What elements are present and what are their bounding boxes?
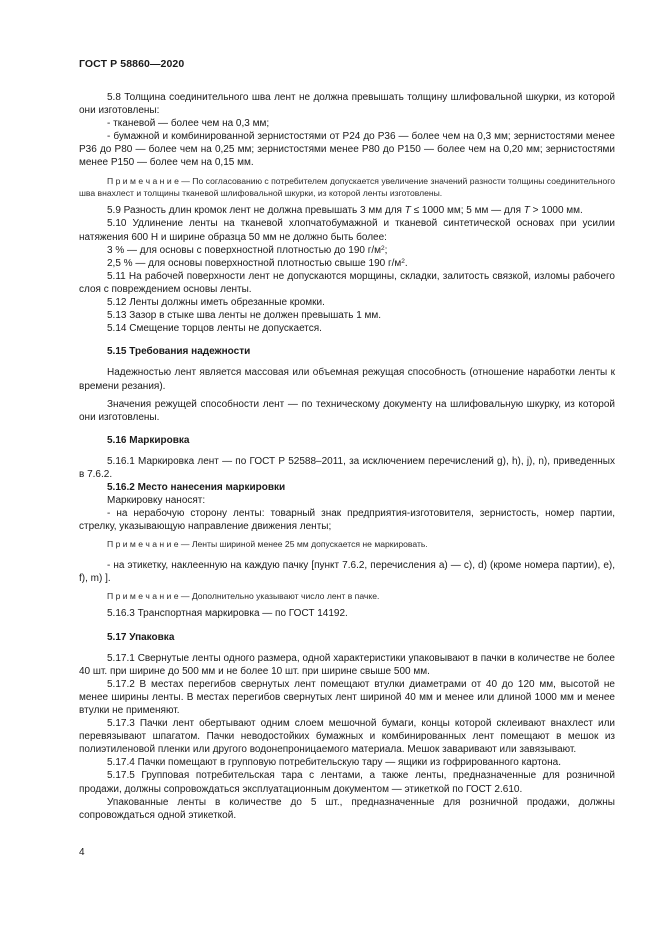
clause-5-16-2-intro: Маркировку наносят: bbox=[107, 495, 206, 507]
clause-5-9-part-c: > 1000 мм. bbox=[529, 205, 583, 217]
clause-5-8-item-fabric: - тканевой — более чем на 0,3 мм; bbox=[107, 118, 270, 130]
clause-5-9-part-b: ≤ 1000 мм; 5 мм — для bbox=[410, 205, 524, 217]
clause-5-17-1: 5.17.1 Свернутые ленты одного размера, одной характеристики упаковывают в пачки в количестве не более 40 шт. при ширине до 500 мм и не более 10 шт. при ширине свыше 500 мм. bbox=[79, 652, 615, 677]
note-5-16-b bbox=[79, 590, 615, 602]
heading-5-15: 5.15 Требования надежности bbox=[107, 346, 251, 358]
note-5-8 bbox=[79, 175, 615, 200]
clause-5-17-4: 5.17.4 Пачки помещают в групповую потребительскую тару — ящики из гофрированного картона. bbox=[107, 757, 561, 769]
document-code-header: ГОСТ Р 58860—2020 bbox=[79, 58, 185, 70]
punct: . bbox=[404, 257, 408, 269]
note-5-8-text: — По согласованию с потребителем допускается увеличение значений разности толщины соединительного шва внахлест и толщины тканевой шлифовальной шкурки, из которой ленты изготовлены. bbox=[79, 175, 615, 198]
punct: ; bbox=[384, 244, 388, 256]
clause-5-9-part-a: 5.9 Разность длин кромок лент не должна превышать 3 мм для bbox=[107, 205, 405, 217]
note-label: П р и м е ч а н и е bbox=[107, 591, 179, 602]
clause-5-13: 5.13 Зазор в стыке шва ленты не должен превышать 1 мм. bbox=[107, 310, 382, 322]
clause-5-10: 5.10 Удлинение ленты на тканевой хлопчатобумажной и тканевой синтетической основах при усилии натяжения 600 Н и ширине образца 50 мм не должно быть более: bbox=[79, 218, 615, 243]
clause-5-14: 5.14 Смещение торцов ленты не допускается. bbox=[107, 323, 322, 335]
clause-5-15-p1: Надежностью лент является массовая или объемная режущая способность (отношение наработки ленты к времени резания). bbox=[79, 367, 615, 392]
clause-5-16-2-item-1: - на нерабочую сторону ленты: товарный знак предприятия-изготовителя, зернистость, номер партии, стрелку, указывающую направление движения ленты; bbox=[79, 508, 615, 533]
clause-5-10-item-2-text: 2,5 % — для основы поверхностной плотностью свыше 190 г/м bbox=[107, 257, 402, 269]
clause-5-12: 5.12 Ленты должны иметь обрезанные кромки. bbox=[107, 297, 325, 309]
heading-5-16-2: 5.16.2 Место нанесения маркировки bbox=[107, 482, 286, 494]
clause-5-10-item-1-text: 3 % — для основы с поверхностной плотностью до 190 г/м bbox=[107, 244, 382, 256]
clause-5-10-item-1 bbox=[79, 244, 615, 257]
heading-5-16: 5.16 Маркировка bbox=[107, 434, 190, 446]
note-5-16-a-text: — Ленты шириной менее 25 мм допускается не маркировать. bbox=[178, 539, 428, 550]
clause-5-17-5-extra: Упакованные ленты в количестве до 5 шт., предназначенные для розничной продажи, должны сопровождаться одной этикеткой. bbox=[79, 796, 615, 821]
clause-5-8: 5.8 Толщина соединительного шва лент не должна превышать толщину шлифовальной шкурки, из которой они изготовлены: bbox=[79, 92, 615, 117]
clause-5-17-2: 5.17.2 В местах перегибов свернутых лент помещают втулки диаметрами от 40 до 120 мм, высотой не менее ширины ленты. В местах перегибов свернутых лент шириной 40 мм и менее или длиной 1000 мм и менее втулки не применяют. bbox=[79, 678, 615, 716]
variable-t: T bbox=[523, 205, 530, 217]
page-number: 4 bbox=[79, 847, 85, 858]
clause-5-15-p2: Значения режущей способности лент — по техническому документу на шлифовальную шкурку, из которой они изготовлены. bbox=[79, 398, 615, 423]
clause-5-16-1: 5.16.1 Маркировка лент — по ГОСТ Р 52588–2011, за исключением перечислений g), h), j), n), приведенных в 7.6.2. bbox=[79, 455, 615, 480]
page-body bbox=[79, 91, 615, 822]
note-5-16-a bbox=[79, 538, 615, 550]
variable-t: T bbox=[404, 205, 411, 217]
clause-5-10-item-2 bbox=[79, 257, 615, 270]
clause-5-9 bbox=[79, 204, 615, 217]
clause-5-8-item-paper: - бумажной и комбинированной зернистостями от Р24 до Р36 — более чем на 0,3 мм; зернистостями менее Р36 до Р80 — более чем на 0,25 мм; зернистостями менее Р80 до Р150 — более чем на 0,20 мм; зернистостями менее Р150 — более чем на 0,15 мм. bbox=[79, 131, 615, 169]
clause-5-17-3: 5.17.3 Пачки лент обертывают одним слоем мешочной бумаги, концы которой склеивают внахлест или перевязывают шпагатом. Пачки неводостойких бумажных и комбинированных лент помещают в мешок из полиэтиленовой пленки или другого водонепроницаемого материала. Мешок заваривают или завязывают. bbox=[79, 718, 615, 756]
clause-5-11: 5.11 На рабочей поверхности лент не допускаются морщины, складки, залитость связкой, изломы рабочего слоя с повреждением основы ленты. bbox=[79, 270, 615, 295]
note-label: П р и м е ч а н и е bbox=[107, 539, 179, 550]
note-5-16-b-text: — Дополнительно указывают число лент в пачке. bbox=[178, 591, 380, 602]
clause-5-16-3: 5.16.3 Транспортная маркировка — по ГОСТ 14192. bbox=[107, 608, 348, 620]
clause-5-17-5: 5.17.5 Групповая потребительская тара с лентами, а также ленты, предназначенные для розничной продажи, должны сопровождаться эксплуатационным документом — этикеткой по ГОСТ 2.610. bbox=[79, 770, 615, 795]
superscript: 2 bbox=[401, 257, 405, 265]
superscript: 2 bbox=[381, 244, 385, 252]
clause-5-16-2-item-2: - на этикетку, наклеенную на каждую пачку [пункт 7.6.2, перечисления a) — c), d) (кроме номера партии), e), f), m) ]. bbox=[79, 559, 615, 584]
note-label: П р и м е ч а н и е bbox=[107, 175, 179, 186]
heading-5-17: 5.17 Упаковка bbox=[107, 631, 175, 643]
